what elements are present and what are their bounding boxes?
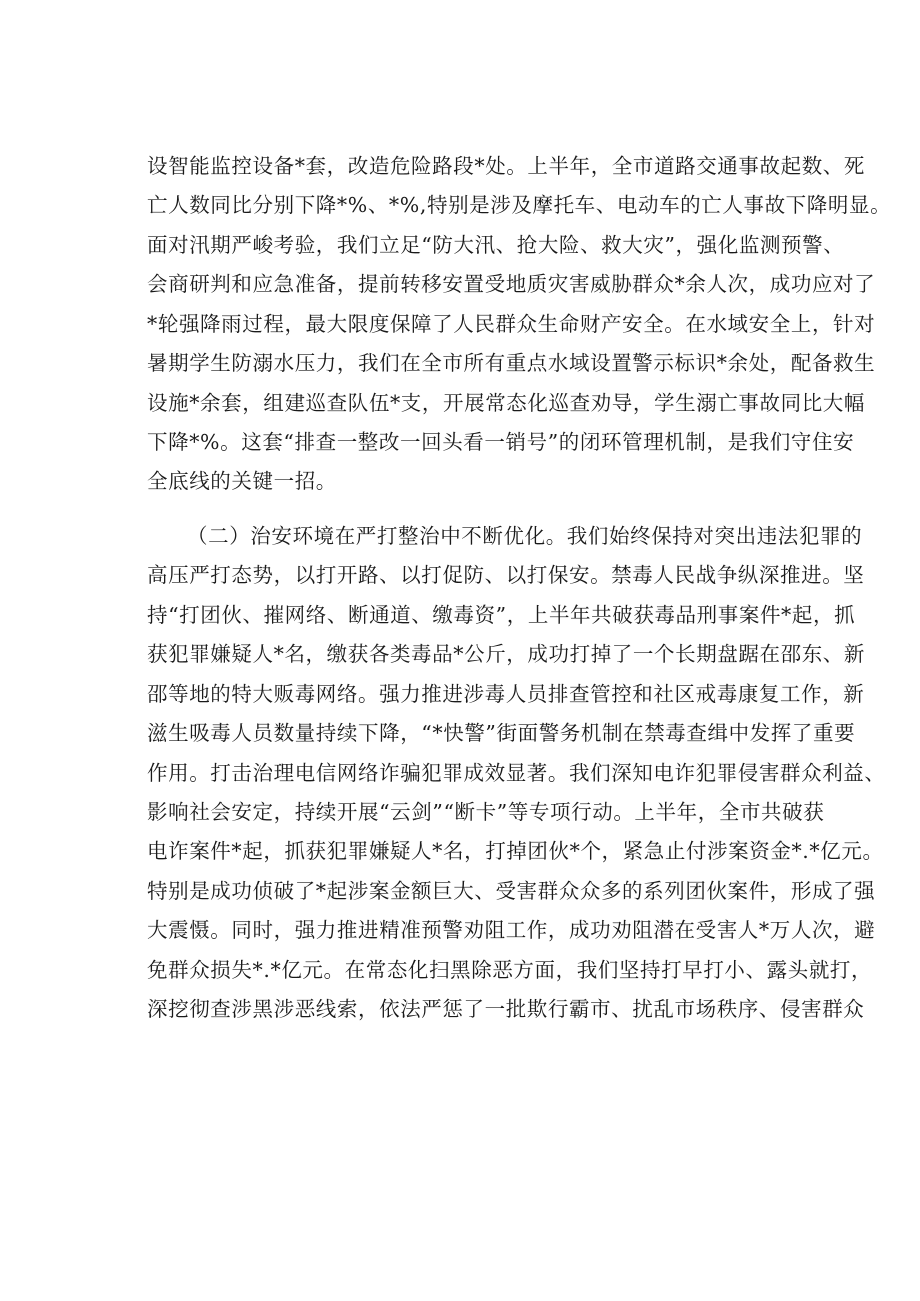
text-line: 深挖彻查涉黑涉恶线索，依法严惩了一批欺行霸市、扰乱市场秩序、侵害群众 (147, 997, 865, 1021)
section-heading-line: （二）治安环境在严打整治中不断优化。我们始终保持对突出违法犯罪的 (187, 524, 863, 548)
text-line: 影响社会安定，持续开展“云剑”“断卡”等专项行动。上半年，全市共破获 (147, 800, 825, 824)
text-line: 设智能监控设备*套，改造危险路段*处。上半年，全市道路交通事故起数、死 (147, 154, 865, 178)
text-line: 会商研判和应急准备，提前转移安置受地质灾害威胁群众*余人次，成功应对了 (147, 272, 876, 296)
text-line: 下降*%。这套“排查一整改一回头看一销号”的闭环管理机制，是我们守住安 (147, 430, 855, 454)
text-line: 设施*余套，组建巡查队伍*支，开展常态化巡查劝导，学生溺亡事故同比大幅 (147, 391, 865, 415)
text-line: *轮强降雨过程，最大限度保障了人民群众生命财产安全。在水域安全上，针对 (147, 312, 876, 336)
text-line: 持“打团伙、摧网络、断通道、缴毒资”，上半年共破获毒品刑事案件*起，抓 (147, 603, 856, 627)
text-line: 面对汛期严峻考验，我们立足“防大汛、抢大险、救大灾”，强化监测预警、 (147, 233, 845, 257)
text-line: 高压严打态势，以打开路、以打促防、以打保安。禁毒人民战争纵深推进。坚 (147, 563, 865, 587)
text-line: 邵等地的特大贩毒网络。强力推进涉毒人员排查管控和社区戒毒康复工作，新 (147, 682, 865, 706)
text-line: 获犯罪嫌疑人*名，缴获各类毒品*公斤，成功打掉了一个长期盘踞在邵东、新 (147, 642, 865, 666)
text-line: 滋生吸毒人员数量持续下降，“*快警”街面警务机制在禁毒查缉中发挥了重要 (147, 721, 856, 745)
text-line: 特别是成功侦破了*起涉案金额巨大、受害群众众多的系列团伙案件，形成了强 (147, 879, 876, 903)
text-line: 大震慑。同时，强力推进精准预警劝阻工作，成功劝阻潜在受害人*万人次，避 (147, 918, 876, 942)
text-line: 亡人数同比分别下降*%、*%,特别是涉及摩托车、电动车的亡人事故下降明显。 (147, 193, 892, 217)
text-line: 免群众损失*.*亿元。在常态化扫黑除恶方面，我们坚持打早打小、露头就打， (147, 958, 873, 982)
text-line: 作用。打击治理电信网络诈骗犯罪成效显著。我们深知电诈犯罪侵害群众利益、 (147, 761, 886, 785)
text-line: 暑期学生防溺水压力，我们在全市所有重点水域设置警示标识*余处，配备救生 (147, 351, 876, 375)
text-line: 全底线的关键一招。 (147, 469, 337, 493)
text-line: 电诈案件*起，抓获犯罪嫌疑人*名，打掉团伙*个，紧急止付涉案资金*.*亿元。 (147, 839, 884, 863)
